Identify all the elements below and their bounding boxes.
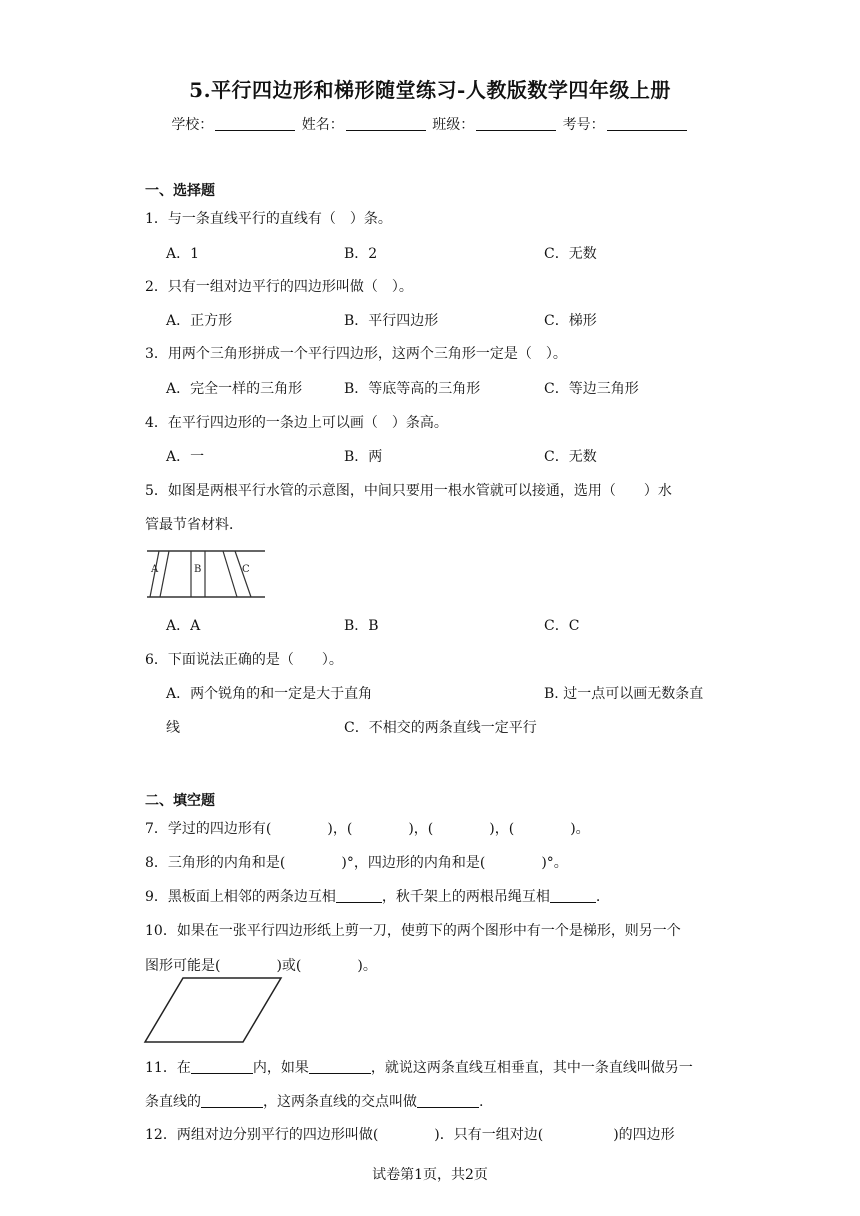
question-3: 3．用两个三角形拼成一个平行四边形，这两个三角形一定是（ ）。	[145, 346, 567, 362]
page-title: 5.平行四边形和梯形随堂练习-人教版数学四年级上册	[189, 78, 671, 102]
q9-blank-1[interactable]	[336, 890, 382, 903]
q3-option-b[interactable]: B．等底等高的三角形	[344, 381, 481, 397]
q11-blank-1[interactable]	[191, 1061, 253, 1074]
question-11-line-1: 11．在 内，如果 ，就说这两条直线互相垂直，其中一条直线叫做另一	[145, 1060, 693, 1076]
question-7: 7．学过的四边形有( )，( )，( )，( )。	[145, 821, 590, 837]
question-8: 8．三角形的内角和是( )°，四边形的内角和是( )°。	[145, 855, 568, 871]
q2-option-b[interactable]: B．平行四边形	[344, 313, 439, 329]
q1-option-b[interactable]: B．2	[344, 246, 378, 262]
q6-option-a[interactable]: A．两个锐角的和一定是大于直角	[166, 686, 373, 702]
question-4: 4．在平行四边形的一条边上可以画（ ）条高。	[145, 415, 448, 431]
q5-option-c[interactable]: C．C	[544, 618, 580, 634]
q2-option-a[interactable]: A．正方形	[166, 313, 233, 329]
q11-blank-3[interactable]	[201, 1095, 263, 1108]
q3-option-a[interactable]: A．完全一样的三角形	[166, 381, 303, 397]
pipe-label-a: A	[151, 564, 159, 575]
school-blank[interactable]	[215, 118, 295, 131]
exam-no-blank[interactable]	[607, 118, 687, 131]
question-5-line-2: 管最节省材料．	[145, 517, 243, 533]
exam-no-label: 考号：	[562, 117, 605, 133]
question-2: 2．只有一组对边平行的四边形叫做（ ）。	[145, 279, 413, 295]
pipe-label-c: C	[242, 564, 250, 575]
q9-blank-2[interactable]	[550, 890, 596, 903]
section-heading-fill: 二、填空题	[145, 793, 215, 809]
question-6: 6．下面说法正确的是（ ）。	[145, 652, 343, 668]
page-footer: 试卷第1页，共2页	[372, 1167, 488, 1183]
pipe-c-left	[223, 551, 237, 597]
question-10-line-2: 图形可能是( )或( )。	[145, 958, 377, 974]
pipe-label-b: B	[194, 564, 202, 575]
name-blank[interactable]	[346, 118, 426, 131]
pipe-a-right	[160, 551, 169, 597]
name-label: 姓名：	[301, 117, 344, 133]
q3-option-c[interactable]: C．等边三角形	[544, 381, 639, 397]
q2-option-c[interactable]: C．梯形	[544, 313, 597, 329]
q6-option-b[interactable]: B. 过一点可以画无数条直	[544, 686, 704, 702]
class-label: 班级：	[432, 117, 475, 133]
school-label: 学校：	[171, 117, 214, 133]
question-9: 9．黑板面上相邻的两条边互相 ，秋千架上的两根吊绳互相 .	[145, 889, 601, 905]
water-pipe-diagram	[145, 545, 267, 600]
question-1: 1．与一条直线平行的直线有（ ）条。	[145, 211, 392, 227]
q6-option-c[interactable]: C．不相交的两条直线一定平行	[344, 720, 537, 736]
class-blank[interactable]	[476, 118, 556, 131]
q6-option-b-continued: 线	[166, 720, 180, 736]
q5-option-b[interactable]: B．B	[344, 618, 379, 634]
question-5-line-1: 5．如图是两根平行水管的示意图，中间只要用一根水管就可以接通，选用（ ）水	[145, 483, 672, 499]
q1-option-c[interactable]: C．无数	[544, 246, 597, 262]
section-heading-choice: 一、选择题	[145, 183, 215, 199]
q11-blank-4[interactable]	[417, 1095, 479, 1108]
q4-option-a[interactable]: A．一	[166, 449, 205, 465]
question-11-line-2: 条直线的 ，这两条直线的交点叫做 .	[145, 1094, 484, 1110]
question-10-line-1: 10．如果在一张平行四边形纸上剪一刀，使剪下的两个图形中有一个是梯形，则另一个	[145, 923, 681, 939]
student-info-line	[0, 114, 860, 134]
parallelogram-figure	[143, 975, 285, 1045]
q5-option-a[interactable]: A．A	[166, 618, 201, 634]
q1-option-a[interactable]: A．1	[166, 246, 200, 262]
q4-option-b[interactable]: B．两	[344, 449, 383, 465]
question-12: 12．两组对边分别平行的四边形叫做( )．只有一组对边( )的四边形	[145, 1127, 675, 1143]
parallelogram-shape	[145, 978, 281, 1042]
q4-option-c[interactable]: C．无数	[544, 449, 597, 465]
q11-blank-2[interactable]	[309, 1061, 371, 1074]
